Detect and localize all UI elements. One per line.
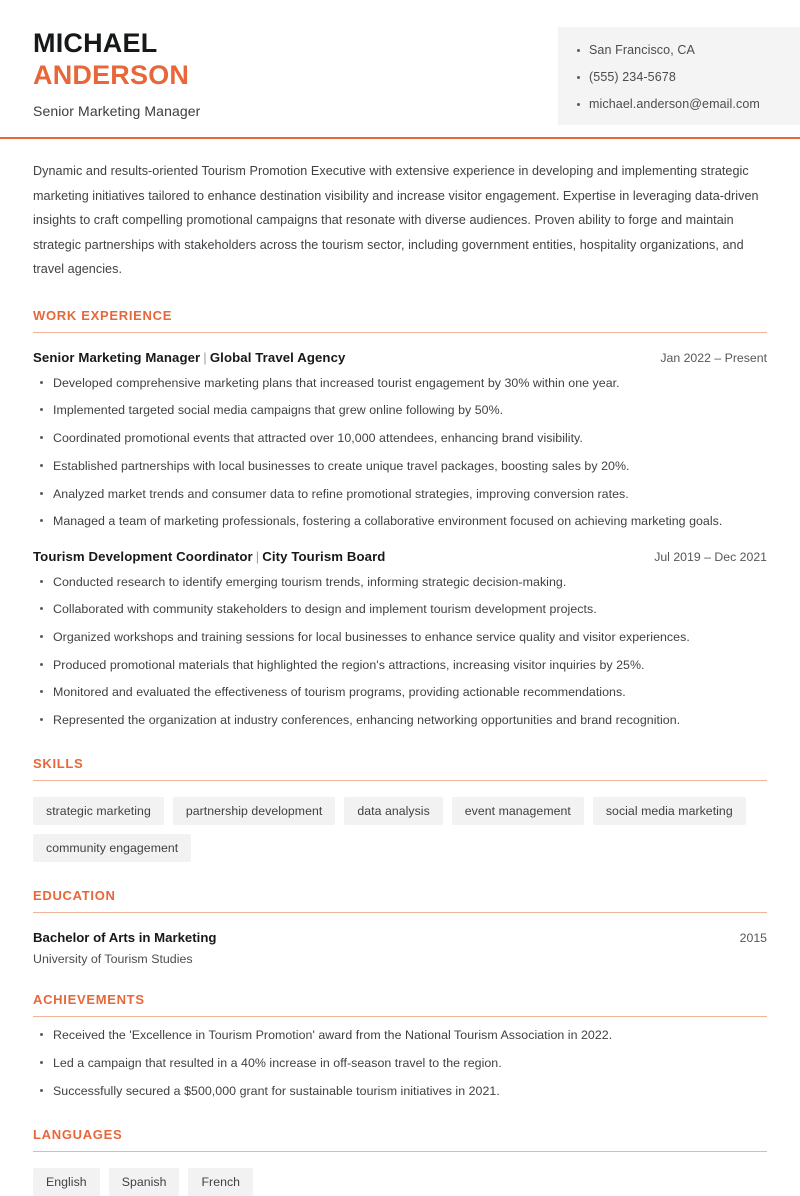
professional-title: Senior Marketing Manager	[33, 102, 201, 119]
skills-chip-list	[33, 797, 767, 862]
section-achievements	[33, 992, 767, 1101]
education-degree: Bachelor of Arts in Marketing	[33, 930, 217, 946]
section-title-languages: LANGUAGES	[33, 1127, 123, 1143]
experience-entry	[33, 350, 767, 532]
skill-chip: data analysis	[344, 797, 442, 825]
experience-title	[33, 350, 345, 365]
experience-entry-header	[33, 350, 767, 365]
list-item: Developed comprehensive marketing plans that increased tourist engagement by 30% within one year.	[33, 374, 767, 393]
resume-header	[0, 0, 800, 125]
experience-role: Tourism Development Coordinator	[33, 548, 253, 564]
list-item: Organized workshops and training sessions for local businesses to enhance service quality and visitor experiences.	[33, 628, 767, 647]
list-item: Represented the organization at industry conferences, enhancing networking opportunities and brand recognition.	[33, 711, 767, 730]
list-item: Analyzed market trends and consumer data to refine promotional strategies, improving conversion rates.	[33, 485, 767, 504]
section-divider	[33, 1151, 767, 1152]
section-work-experience	[33, 308, 767, 731]
section-divider	[33, 1016, 767, 1017]
skill-chip: social media marketing	[593, 797, 746, 825]
contact-info-box	[558, 27, 800, 125]
experience-entry	[33, 549, 767, 731]
experience-role: Senior Marketing Manager	[33, 349, 201, 365]
header-divider	[0, 137, 800, 139]
experience-bullets	[33, 374, 767, 532]
education-school: University of Tourism Studies	[33, 952, 193, 967]
skill-chip: event management	[452, 797, 584, 825]
contact-location: San Francisco, CA	[576, 43, 800, 57]
experience-bullets	[33, 573, 767, 731]
education-entry	[33, 930, 767, 966]
experience-date: Jan 2022 – Present	[660, 350, 767, 365]
skill-chip: strategic marketing	[33, 797, 164, 825]
skill-chip: community engagement	[33, 834, 191, 862]
achievements-list	[33, 1026, 767, 1101]
contact-email[interactable]: michael.anderson@email.com	[576, 97, 800, 111]
experience-entry-header	[33, 549, 767, 564]
section-divider	[33, 912, 767, 913]
skill-chip: partnership development	[173, 797, 336, 825]
list-item: Implemented targeted social media campaigns that grew online following by 50%.	[33, 401, 767, 420]
contact-phone[interactable]: (555) 234-5678	[576, 70, 800, 84]
header-identity	[0, 22, 200, 119]
list-item: Produced promotional materials that highlighted the region's attractions, increasing visitor inquiries by 25%.	[33, 656, 767, 675]
resume-body	[0, 159, 800, 1196]
section-divider	[33, 780, 767, 781]
list-item: Established partnerships with local businesses to create unique travel packages, boosting sales by 20%.	[33, 457, 767, 476]
list-item: Conducted research to identify emerging tourism trends, informing strategic decision-making.	[33, 573, 767, 592]
list-item: Coordinated promotional events that attracted over 10,000 attendees, enhancing brand visibility.	[33, 429, 767, 448]
experience-date: Jul 2019 – Dec 2021	[654, 549, 767, 564]
experience-title	[33, 549, 385, 564]
full-name	[33, 28, 200, 92]
section-education	[33, 888, 767, 966]
education-year: 2015	[739, 931, 767, 946]
professional-summary: Dynamic and results-oriented Tourism Promotion Executive with extensive experience in developing and implementing strategic marketing initiatives tailored to enhance destination visibility and increase visitor engagement. Expertise in leveraging data-driven insights to craft compelling promotional campaigns that resonate with diverse audiences. Proven ability to forge and maintain strategic partnerships with stakeholders across the tourism sector, including government entities, hospitality organizations, and travel agencies.	[33, 164, 759, 277]
list-item: Successfully secured a $500,000 grant for sustainable tourism initiatives in 2021.	[33, 1082, 767, 1101]
education-entry-header	[33, 930, 767, 945]
section-title-achievements: ACHIEVEMENTS	[33, 992, 145, 1008]
experience-company: City Tourism Board	[262, 548, 386, 564]
title-separator: |	[255, 548, 260, 564]
section-title-work-experience: WORK EXPERIENCE	[33, 307, 173, 323]
experience-company: Global Travel Agency	[209, 349, 346, 365]
list-item: Monitored and evaluated the effectiveness of tourism programs, providing actionable recommendations.	[33, 683, 767, 702]
section-title-education: EDUCATION	[33, 888, 116, 904]
list-item: Collaborated with community stakeholders to design and implement tourism development projects.	[33, 600, 767, 619]
language-chip: French	[188, 1168, 253, 1196]
languages-chip-list	[33, 1168, 767, 1196]
section-divider	[33, 332, 767, 333]
title-separator: |	[203, 349, 207, 365]
language-chip: English	[33, 1168, 100, 1196]
last-name: ANDERSON	[33, 59, 190, 90]
first-name: MICHAEL	[33, 28, 158, 58]
list-item: Managed a team of marketing professionals, fostering a collaborative environment focused on achieving marketing goals.	[33, 512, 767, 531]
section-languages	[33, 1127, 767, 1196]
list-item: Received the 'Excellence in Tourism Promotion' award from the National Tourism Association in 2022.	[33, 1026, 767, 1045]
list-item: Led a campaign that resulted in a 40% increase in off-season travel to the region.	[33, 1054, 767, 1073]
section-skills	[33, 756, 767, 862]
section-title-skills: SKILLS	[33, 756, 84, 772]
language-chip: Spanish	[109, 1168, 180, 1196]
